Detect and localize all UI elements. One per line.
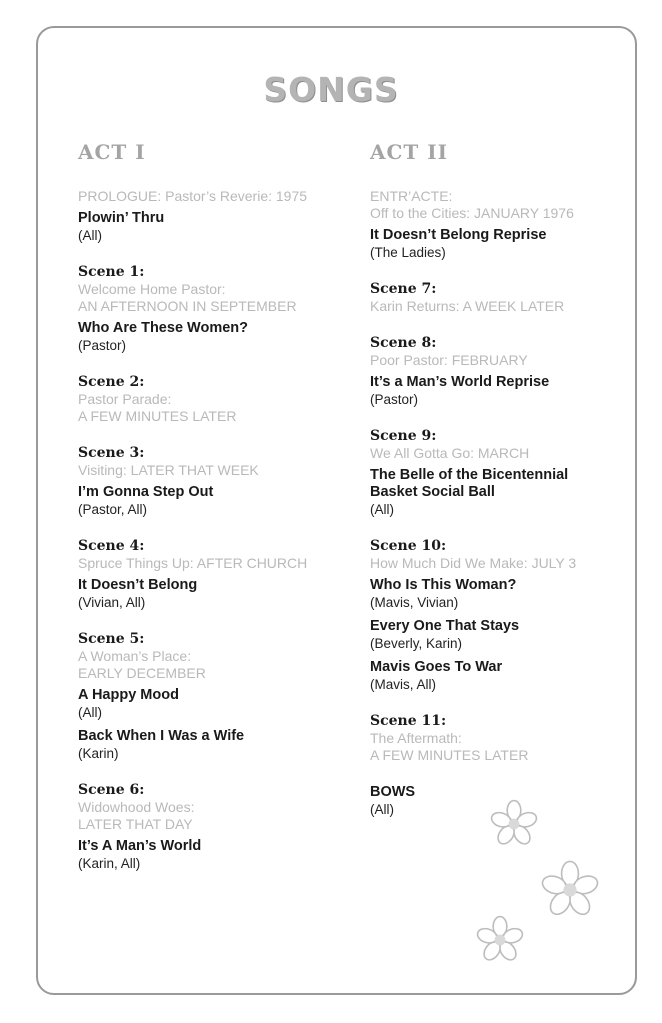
scene-block: [370, 335, 640, 408]
scene-setting: The Aftermath:: [370, 730, 462, 746]
scene-label: Scene 3:: [78, 445, 145, 461]
scene-label: Scene 1:: [78, 264, 145, 280]
scene-setting: AN AFTERNOON IN SEPTEMBER: [78, 298, 297, 314]
scene-setting: Visiting: LATER THAT WEEK: [78, 462, 259, 478]
song-performers: (The Ladies): [370, 245, 446, 260]
daisy-flower-icon: [540, 861, 600, 918]
daisy-flower-icon: [490, 801, 539, 847]
scene-setting: EARLY DECEMBER: [78, 665, 206, 681]
song-performers: (Mavis, All): [370, 677, 437, 692]
song-title: Mavis Goes To War: [370, 659, 503, 675]
scene-setting: Widowhood Woes:: [78, 799, 195, 815]
scene-setting: We All Gotta Go: MARCH: [370, 445, 530, 461]
scene-setting: Karin Returns: A WEEK LATER: [370, 298, 565, 314]
song-title: Who Is This Woman?: [370, 577, 517, 593]
scene-setting: Poor Pastor: FEBRUARY: [370, 352, 528, 368]
scene-block: [370, 281, 640, 315]
song-title: A Happy Mood: [78, 687, 179, 703]
scene-label: Scene 10:: [370, 538, 447, 554]
daisy-flower-icon: [476, 917, 525, 963]
scene-setting: PROLOGUE: Pastor’s Reverie: 1975: [78, 188, 308, 204]
scene-setting: A FEW MINUTES LATER: [370, 747, 529, 763]
scene-setting: How Much Did We Make: JULY 3: [370, 555, 577, 571]
act-1-column: [78, 140, 348, 892]
scene-setting: Welcome Home Pastor:: [78, 281, 226, 297]
scene-setting: A Woman’s Place:: [78, 648, 192, 664]
song-title: It Doesn’t Belong Reprise: [370, 227, 547, 243]
flower-center: [495, 935, 506, 946]
scene-block: [370, 538, 640, 693]
scene-block: [370, 188, 640, 261]
scene-block: [78, 538, 348, 611]
scene-block: [78, 188, 348, 244]
scene-block: [78, 264, 348, 354]
song-performers: (Karin, All): [78, 856, 141, 871]
song-performers: (Vivian, All): [78, 595, 146, 610]
scene-label: Scene 2:: [78, 374, 145, 390]
song-title: I’m Gonna Step Out: [78, 484, 214, 500]
song-title: It’s a Man’s World Reprise: [370, 374, 550, 390]
song-performers: (Pastor): [78, 338, 127, 353]
song-title: The Belle of the Bicentennial Basket Social Ball: [370, 467, 569, 500]
flower-center: [509, 819, 520, 830]
scene-label: Scene 4:: [78, 538, 145, 554]
song-performers: (All): [78, 705, 102, 720]
song-title: It’s A Man’s World: [78, 838, 202, 854]
scene-setting: Off to the Cities: JANUARY 1976: [370, 205, 574, 221]
song-performers: (Karin): [78, 746, 119, 761]
song-performers: (All): [370, 802, 394, 817]
scene-block: [78, 445, 348, 518]
song-title: Who Are These Women?: [78, 320, 248, 336]
song-title: Plowin’ Thru: [78, 210, 165, 226]
song-title: BOWS: [370, 784, 416, 800]
scene-label: Scene 9:: [370, 428, 437, 444]
scene-setting: Spruce Things Up: AFTER CHURCH: [78, 555, 308, 571]
scene-label: Scene 5:: [78, 631, 145, 647]
scene-block: [78, 374, 348, 425]
song-title: It Doesn’t Belong: [78, 577, 198, 593]
scene-setting: A FEW MINUTES LATER: [78, 408, 237, 424]
song-performers: (Pastor, All): [78, 502, 148, 517]
scene-block: [78, 631, 348, 762]
scene-block: [78, 782, 348, 872]
scene-setting: Pastor Parade:: [78, 391, 172, 407]
song-performers: (Beverly, Karin): [370, 636, 463, 651]
flower-decoration: [470, 790, 630, 990]
scene-label: Scene 6:: [78, 782, 145, 798]
song-title: Back When I Was a Wife: [78, 728, 245, 744]
scene-label: Scene 8:: [370, 335, 437, 351]
song-title: Every One That Stays: [370, 618, 520, 634]
scene-label: Scene 11:: [370, 713, 447, 729]
page-title: SONGS: [263, 70, 399, 109]
scene-label: Scene 7:: [370, 281, 437, 297]
act-2-column: [370, 140, 640, 838]
flower-center: [563, 883, 576, 896]
scene-block: [370, 428, 640, 518]
song-performers: (All): [78, 228, 102, 243]
scene-setting: ENTR’ACTE:: [370, 188, 453, 204]
act-heading: ACT I: [78, 140, 146, 164]
song-performers: (All): [370, 502, 394, 517]
scene-setting: LATER THAT DAY: [78, 816, 193, 832]
scene-block: [370, 713, 640, 764]
act-heading: ACT II: [370, 140, 448, 164]
song-performers: (Pastor): [370, 392, 419, 407]
song-performers: (Mavis, Vivian): [370, 595, 459, 610]
